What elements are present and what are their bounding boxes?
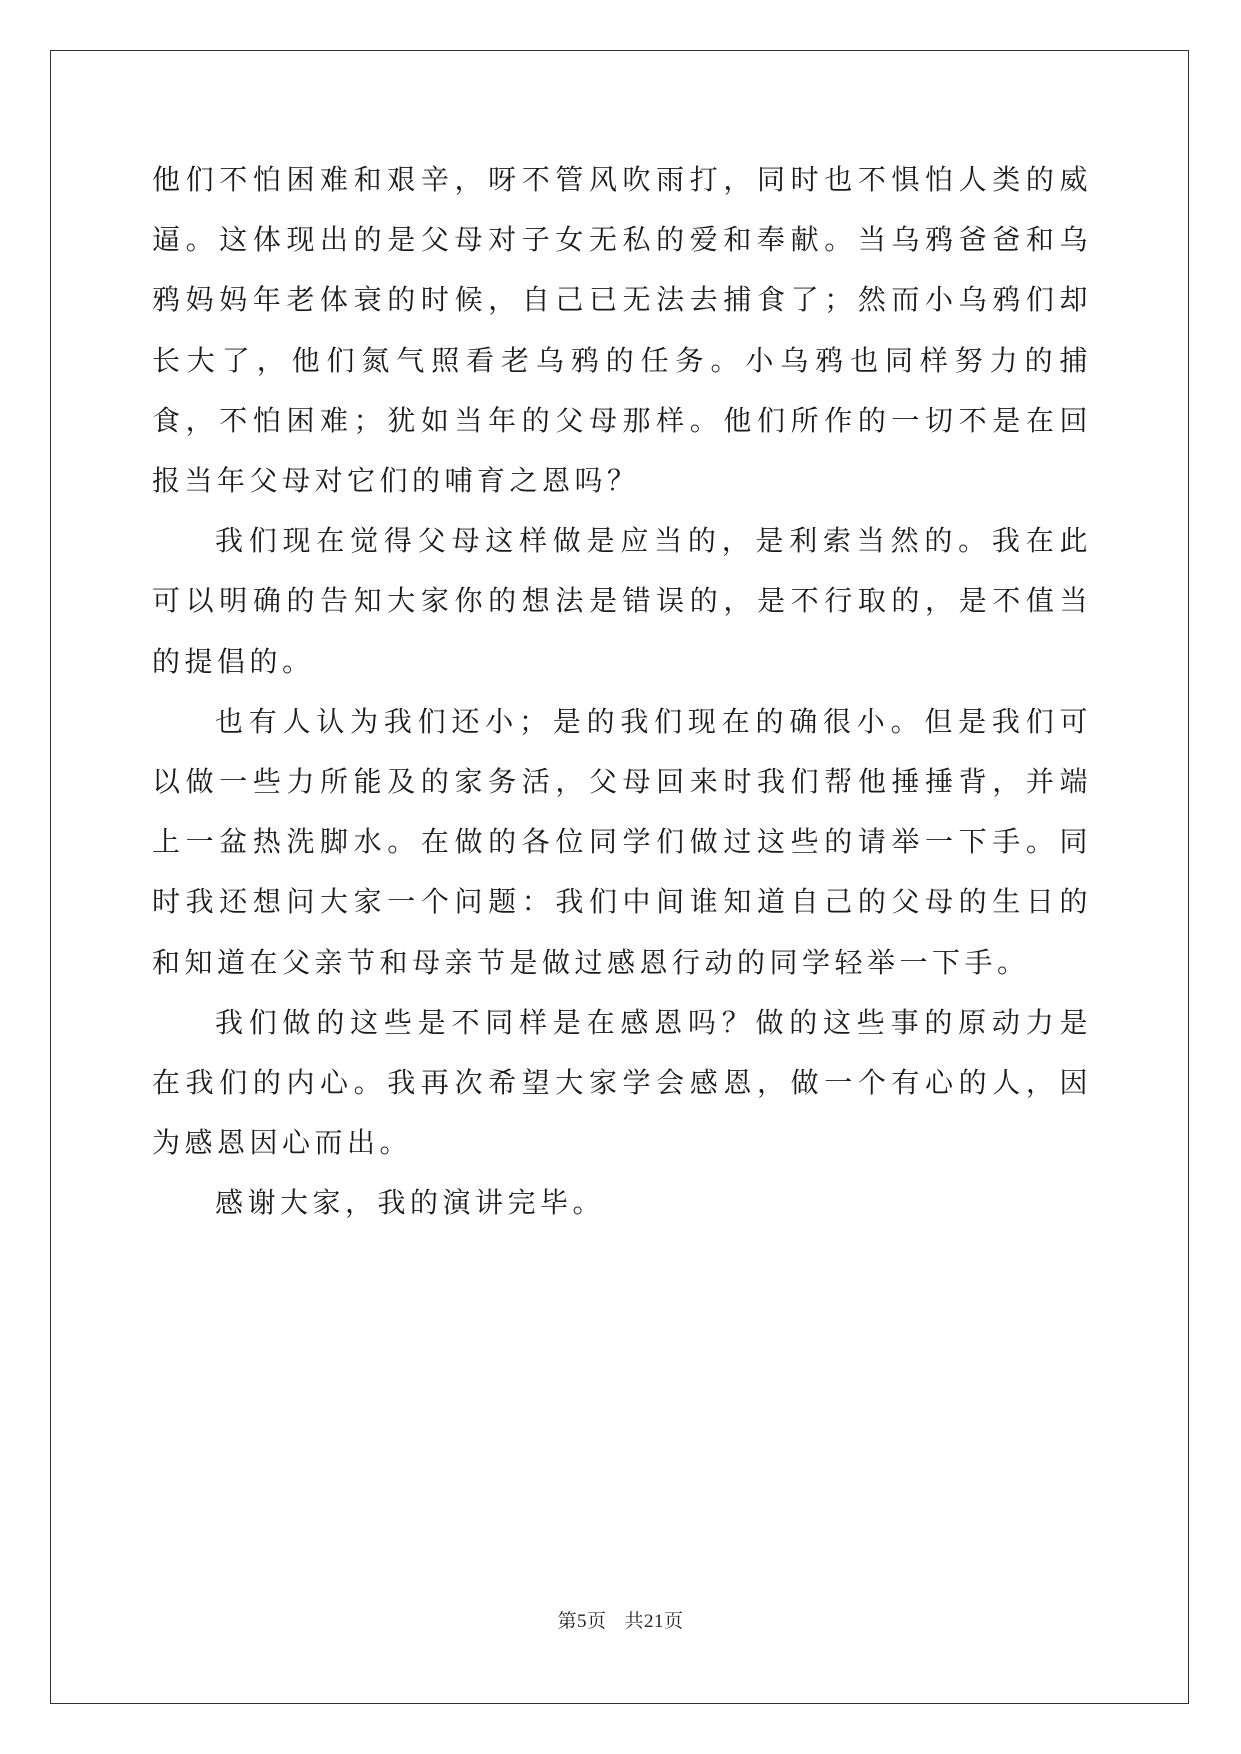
paragraph-4: 我们做的这些是不同样是在感恩吗？做的这些事的原动力是在我们的内心。我再次希望大家学会感恩，做一个有心的人，因为感恩因心而出。 — [152, 1005, 1092, 1160]
page-total: 共21页 — [624, 1611, 684, 1632]
document-body — [152, 150, 1092, 1234]
paragraph-1: 他们不怕困难和艰辛，呀不管风吹雨打，同时也不惧怕人类的威逼。这体现出的是父母对子女无私的爱和奉献。当乌鸦爸爸和乌鸦妈妈年老体衰的时候，自己已无法去捕食了；然而小乌鸦们却长大了，他们氮气照看老乌鸦的任务。小乌鸦也同样努力的捕食，不怕困难；犹如当年的父母那样。他们所作的一切不是在回报当年父母对它们的哺育之恩吗？ — [152, 163, 1092, 498]
page-footer — [0, 1606, 1241, 1633]
page-number: 第5页 — [557, 1611, 607, 1632]
paragraph-3: 也有人认为我们还小；是的我们现在的确很小。但是我们可以做一些力所能及的家务活，父母回来时我们帮他捶捶背，并端上一盆热洗脚水。在做的各位同学们做过这些的请举一下手。同时我还想问大家一个问题：我们中间谁知道自己的父母的生日的和知道在父亲节和母亲节是做过感恩行动的同学轻举一下手。 — [152, 704, 1092, 979]
paragraph-5: 感谢大家，我的演讲完毕。 — [215, 1186, 606, 1220]
paragraph-2: 我们现在觉得父母这样做是应当的，是利索当然的。我在此可以明确的告知大家你的想法是错误的，是不行取的，是不值当的提倡的。 — [152, 524, 1092, 678]
